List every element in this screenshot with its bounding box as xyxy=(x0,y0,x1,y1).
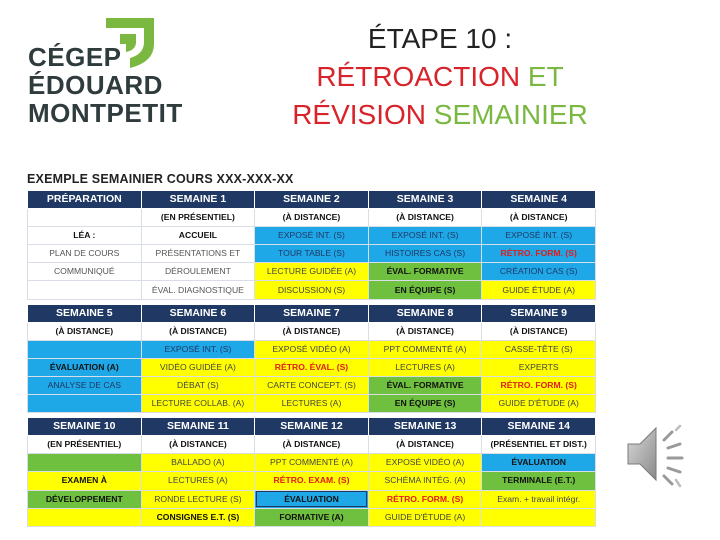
title-word-retroaction: RÉTROACTION xyxy=(316,61,521,92)
table-row xyxy=(28,322,596,340)
schedule-cell: ÉVALUATION (A) xyxy=(28,358,142,376)
schedule-cell: CRÉATION CAS (S) xyxy=(482,263,596,281)
week-header: PRÉPARATION xyxy=(28,191,142,209)
title-word-revision: RÉVISION xyxy=(292,99,426,130)
schedule-cell: CONSIGNES E.T. (S) xyxy=(141,508,255,526)
table-row xyxy=(28,227,596,245)
schedule-cell: PPT COMMENTÉ (A) xyxy=(255,454,369,472)
schedule-cell: PLAN DE COURS xyxy=(28,245,142,263)
schedule-cell: ÉVALUATION xyxy=(482,454,596,472)
table-row xyxy=(28,490,596,508)
table-row xyxy=(28,340,596,358)
schedule-cell: LÉA : xyxy=(28,227,142,245)
schedule-cell: CARTE CONCEPT. (S) xyxy=(255,376,369,394)
schedule-cell: RÉTRO. EXAM. (S) xyxy=(255,472,369,490)
schedule-cell: ÉVAL. DIAGNOSTIQUE xyxy=(141,281,255,299)
schedule-cell: TERMINALE (E.T.) xyxy=(482,472,596,490)
week-header: SEMAINE 9 xyxy=(482,304,596,322)
schedule-cell: (À DISTANCE) xyxy=(368,209,482,227)
week-header: SEMAINE 2 xyxy=(255,191,369,209)
schedule-cell: SCHÉMA INTÉG. (A) xyxy=(368,472,482,490)
schedule-cell: (À DISTANCE) xyxy=(28,322,142,340)
table-row xyxy=(28,472,596,490)
table-row xyxy=(28,281,596,299)
logo-line-1: CÉGEP xyxy=(28,42,122,72)
schedule-cell: (À DISTANCE) xyxy=(255,209,369,227)
schedule-cell: (À DISTANCE) xyxy=(482,322,596,340)
week-header: SEMAINE 5 xyxy=(28,304,142,322)
week-header: SEMAINE 11 xyxy=(141,418,255,436)
week-header: SEMAINE 1 xyxy=(141,191,255,209)
schedule-cell: RÉTRO. ÉVAL. (S) xyxy=(255,358,369,376)
table-row xyxy=(28,245,596,263)
schedule-cell: LECTURE COLLAB. (A) xyxy=(141,395,255,413)
schedule-cell: (PRÉSENTIEL ET DIST.) xyxy=(482,436,596,454)
schedule-cell xyxy=(28,454,142,472)
table-row xyxy=(28,376,596,394)
schedule-cell: EN ÉQUIPE (S) xyxy=(368,281,482,299)
schedule-cell: (À DISTANCE) xyxy=(482,209,596,227)
schedule-cell: Exam. + travail intégr. xyxy=(482,490,596,508)
title-word-et: ET xyxy=(527,61,564,92)
schedule-cell: (À DISTANCE) xyxy=(141,322,255,340)
schedule-cell: DÉBAT (S) xyxy=(141,376,255,394)
schedule-cell: ÉVALUATION xyxy=(255,490,369,508)
table-title: EXEMPLE SEMAINIER COURS XXX-XXX-XX xyxy=(27,172,294,186)
schedule-cell: FORMATIVE (A) xyxy=(255,508,369,526)
schedule-cell xyxy=(28,395,142,413)
title-line-3 xyxy=(240,96,640,134)
schedule-cell: LECTURES (A) xyxy=(141,472,255,490)
logo-line-2: ÉDOUARD xyxy=(28,70,163,100)
schedule-cell: (À DISTANCE) xyxy=(255,322,369,340)
schedule-cell xyxy=(28,340,142,358)
speaker-icon[interactable] xyxy=(622,418,694,490)
schedule-cell: EXPOSÉ VIDÉO (A) xyxy=(255,340,369,358)
schedule-cell: DÉROULEMENT xyxy=(141,263,255,281)
schedule-cell: EXPOSÉ INT. (S) xyxy=(482,227,596,245)
week-header-row xyxy=(28,304,596,322)
table-row xyxy=(28,395,596,413)
schedule-cell: LECTURES (A) xyxy=(255,395,369,413)
week-header: SEMAINE 10 xyxy=(28,418,142,436)
week-header-row xyxy=(28,418,596,436)
schedule-cell: RÉTRO. FORM. (S) xyxy=(482,245,596,263)
slide-title xyxy=(240,20,640,134)
schedule-cell: GUIDE D'ÉTUDE (A) xyxy=(368,508,482,526)
table-row xyxy=(28,508,596,526)
schedule-cell: VIDÉO GUIDÉE (A) xyxy=(141,358,255,376)
logo-line-3: MONTPETIT xyxy=(28,98,183,128)
title-line-1: ÉTAPE 10 : xyxy=(367,23,513,54)
schedule-cell: RÉTRO. FORM. (S) xyxy=(482,376,596,394)
schedule-cell: LECTURES (A) xyxy=(368,358,482,376)
schedule-cell: DISCUSSION (S) xyxy=(255,281,369,299)
schedule-cell: (À DISTANCE) xyxy=(368,322,482,340)
schedule-cell: (EN PRÉSENTIEL) xyxy=(141,209,255,227)
schedule-cell: (À DISTANCE) xyxy=(368,436,482,454)
schedule-cell: (À DISTANCE) xyxy=(255,436,369,454)
week-header: SEMAINE 7 xyxy=(255,304,369,322)
schedule-cell: ANALYSE DE CAS xyxy=(28,376,142,394)
schedule-cell: GUIDE D'ÉTUDE (A) xyxy=(482,395,596,413)
schedule-cell xyxy=(28,281,142,299)
schedule-cell: DÉVELOPPEMENT xyxy=(28,490,142,508)
week-header: SEMAINE 6 xyxy=(141,304,255,322)
week-header: SEMAINE 4 xyxy=(482,191,596,209)
table-row xyxy=(28,358,596,376)
schedule-cell: EXPOSÉ VIDÉO (A) xyxy=(368,454,482,472)
table-row xyxy=(28,209,596,227)
schedule-cell: EXPOSÉ INT. (S) xyxy=(141,340,255,358)
schedule-table xyxy=(27,190,596,527)
week-header-row xyxy=(28,191,596,209)
schedule-cell: PRÉSENTATIONS ET xyxy=(141,245,255,263)
week-header: SEMAINE 13 xyxy=(368,418,482,436)
schedule-cell: EXPOSÉ INT. (S) xyxy=(255,227,369,245)
schedule-cell: COMMUNIQUÉ xyxy=(28,263,142,281)
schedule-cell: EXPERTS xyxy=(482,358,596,376)
schedule-cell: (EN PRÉSENTIEL) xyxy=(28,436,142,454)
schedule-cell xyxy=(482,508,596,526)
schedule-cell: ACCUEIL xyxy=(141,227,255,245)
table-row xyxy=(28,454,596,472)
schedule-cell: LECTURE GUIDÉE (A) xyxy=(255,263,369,281)
schedule-cell xyxy=(28,508,142,526)
table-row xyxy=(28,436,596,454)
week-header: SEMAINE 8 xyxy=(368,304,482,322)
schedule-cell: EN ÉQUIPE (S) xyxy=(368,395,482,413)
table-row xyxy=(28,263,596,281)
schedule-cell: RONDE LECTURE (S) xyxy=(141,490,255,508)
schedule-cell: ÉVAL. FORMATIVE xyxy=(368,263,482,281)
schedule-cell: HISTOIRES CAS (S) xyxy=(368,245,482,263)
week-header: SEMAINE 12 xyxy=(255,418,369,436)
week-header: SEMAINE 3 xyxy=(368,191,482,209)
schedule-cell: CASSE-TÊTE (S) xyxy=(482,340,596,358)
schedule-cell: RÉTRO. FORM. (S) xyxy=(368,490,482,508)
schedule-cell: PPT COMMENTÉ (A) xyxy=(368,340,482,358)
schedule-cell: TOUR TABLE (S) xyxy=(255,245,369,263)
schedule-cell: EXPOSÉ INT. (S) xyxy=(368,227,482,245)
schedule-cell: ÉVAL. FORMATIVE xyxy=(368,376,482,394)
cegep-logo xyxy=(26,12,183,128)
title-word-semainier: SEMAINIER xyxy=(433,99,588,130)
schedule-cell xyxy=(28,209,142,227)
schedule-cell: EXAMEN À xyxy=(28,472,142,490)
title-line-2 xyxy=(240,58,640,96)
schedule-cell: (À DISTANCE) xyxy=(141,436,255,454)
schedule-cell: BALLADO (A) xyxy=(141,454,255,472)
schedule-cell: GUIDE ÉTUDE (A) xyxy=(482,281,596,299)
week-header: SEMAINE 14 xyxy=(482,418,596,436)
